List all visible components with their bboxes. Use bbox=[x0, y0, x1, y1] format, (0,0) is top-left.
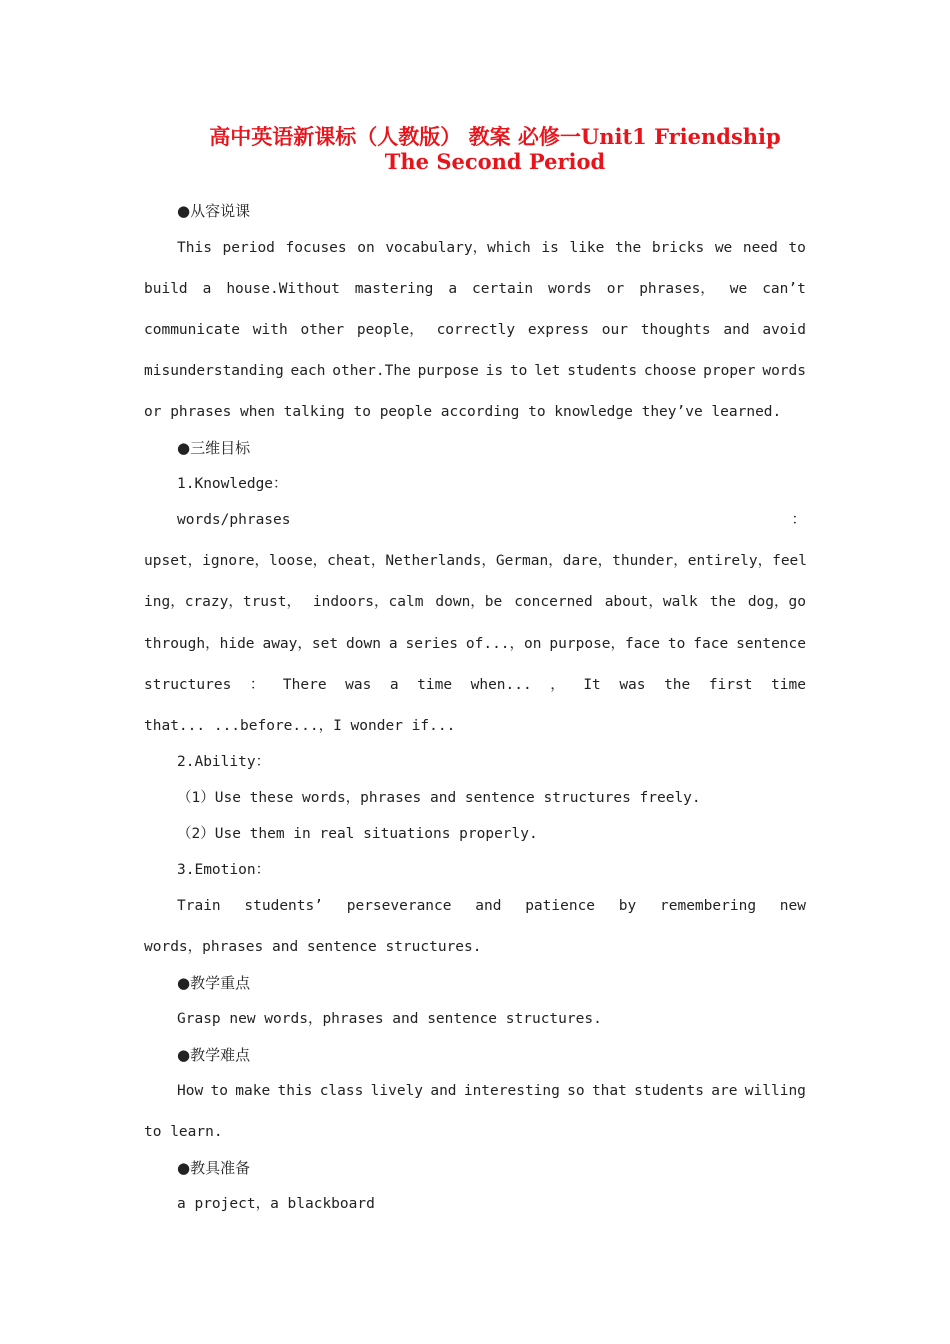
word: How bbox=[177, 1083, 204, 1099]
word: the bbox=[709, 594, 736, 610]
word: ， bbox=[550, 677, 565, 693]
word: correctly bbox=[436, 322, 516, 338]
word: period bbox=[222, 240, 275, 256]
word: like bbox=[569, 240, 605, 256]
word: to bbox=[210, 1083, 228, 1099]
word: first bbox=[708, 677, 753, 693]
word: can’t bbox=[762, 281, 806, 297]
word: new bbox=[779, 898, 806, 914]
word: need bbox=[742, 240, 778, 256]
word: are bbox=[711, 1083, 738, 1099]
wp-label: words/phrases bbox=[177, 512, 291, 528]
word: face bbox=[693, 636, 729, 652]
word: lively bbox=[370, 1083, 424, 1099]
word: on bbox=[357, 240, 375, 256]
word: dog，go bbox=[747, 594, 806, 610]
word: words bbox=[762, 363, 806, 379]
word: proper bbox=[703, 363, 756, 379]
word: build bbox=[144, 281, 188, 297]
word: to bbox=[509, 363, 528, 379]
word: indoors，calm bbox=[312, 594, 424, 610]
word: make bbox=[235, 1083, 271, 1099]
word: so bbox=[567, 1083, 585, 1099]
word: vocabulary，which bbox=[385, 240, 531, 256]
word: down，be bbox=[435, 594, 503, 610]
word: is bbox=[485, 363, 504, 379]
word: down bbox=[346, 636, 381, 652]
word: time bbox=[417, 677, 453, 693]
emotion-label: 3.Emotion： bbox=[177, 862, 271, 878]
word: upset，ignore，loose，cheat，Netherlands，German，dare，thunder，entirely，feel bbox=[144, 553, 808, 569]
word: purpose bbox=[417, 363, 479, 379]
word: Train bbox=[177, 898, 221, 914]
word: purpose，face bbox=[549, 636, 660, 652]
word: people， bbox=[356, 322, 424, 338]
word: interesting bbox=[463, 1083, 560, 1099]
ability-label: 2.Ability： bbox=[177, 754, 271, 770]
word: the bbox=[664, 677, 691, 693]
word: remembering bbox=[660, 898, 757, 914]
word: other.The bbox=[332, 363, 411, 379]
word: by bbox=[618, 898, 637, 914]
word: avoid bbox=[762, 322, 806, 338]
word: misunderstanding bbox=[144, 363, 284, 379]
word: or bbox=[606, 281, 625, 297]
word: when... bbox=[470, 677, 532, 693]
word: and bbox=[723, 322, 750, 338]
word: focuses bbox=[285, 240, 347, 256]
para-line bbox=[144, 278, 806, 300]
word: a bbox=[389, 677, 399, 693]
word: sentence bbox=[736, 636, 806, 652]
word: each bbox=[290, 363, 326, 379]
word: is bbox=[541, 240, 559, 256]
word: through，hide bbox=[144, 636, 255, 652]
word: It bbox=[583, 677, 601, 693]
difficult-line bbox=[177, 1080, 806, 1102]
word: bricks bbox=[651, 240, 705, 256]
word: let bbox=[534, 363, 561, 379]
word: students bbox=[634, 1083, 704, 1099]
word: this bbox=[277, 1083, 313, 1099]
word: There bbox=[282, 677, 327, 693]
heading-difficult-points: ●教学难点 bbox=[177, 1046, 251, 1064]
para-line: or phrases when talking to people according to knowledge they’ve learned. bbox=[144, 404, 782, 420]
wp-line bbox=[144, 591, 806, 613]
word: of...，on bbox=[465, 636, 542, 652]
word: to bbox=[667, 636, 686, 652]
word: the bbox=[615, 240, 642, 256]
word: ： bbox=[249, 677, 265, 693]
emotion-line: words，phrases and sentence structures. bbox=[144, 939, 482, 955]
knowledge-label: 1.Knowledge： bbox=[177, 476, 288, 492]
word: communicate bbox=[144, 322, 241, 338]
word: students bbox=[567, 363, 638, 379]
word: phrases， bbox=[639, 281, 715, 297]
word: about，walk bbox=[604, 594, 698, 610]
word: we bbox=[714, 240, 733, 256]
word: with bbox=[252, 322, 288, 338]
word: words bbox=[548, 281, 592, 297]
key-points-text: Grasp new words，phrases and sentence structures. bbox=[177, 1011, 602, 1027]
word: was bbox=[345, 677, 372, 693]
word: our bbox=[601, 322, 628, 338]
word: other bbox=[300, 322, 345, 338]
para-line bbox=[177, 237, 806, 259]
word: class bbox=[319, 1083, 364, 1099]
wp-line bbox=[144, 550, 806, 572]
heading-goals: ●三维目标 bbox=[177, 439, 251, 457]
word: willing bbox=[744, 1083, 806, 1099]
word: that bbox=[591, 1083, 627, 1099]
word: structures bbox=[144, 677, 232, 693]
heading-leisurely: ●从容说课 bbox=[177, 202, 251, 220]
document-subtitle: The Second Period bbox=[384, 149, 606, 174]
ability-item: （1）Use these words，phrases and sentence structures freely. bbox=[177, 790, 701, 806]
word: a bbox=[202, 281, 212, 297]
word: we bbox=[729, 281, 748, 297]
word: certain bbox=[472, 281, 534, 297]
document-title: 高中英语新课标（人教版） 教案 必修一Unit1 Friendship bbox=[209, 124, 781, 149]
word: express bbox=[527, 322, 590, 338]
wp-colon: ： bbox=[791, 512, 806, 528]
wp-line bbox=[144, 674, 806, 696]
word: choose bbox=[643, 363, 697, 379]
word: concerned bbox=[514, 594, 593, 610]
word: a bbox=[388, 636, 398, 652]
word: and bbox=[430, 1083, 457, 1099]
word: to bbox=[788, 240, 806, 256]
word: and bbox=[475, 898, 502, 914]
word: mastering bbox=[354, 281, 434, 297]
word: ing，crazy，trust， bbox=[144, 594, 301, 610]
word: time bbox=[771, 677, 806, 693]
teaching-aids-text: a project，a blackboard bbox=[177, 1196, 375, 1212]
wp-line bbox=[144, 633, 806, 655]
word: a bbox=[448, 281, 458, 297]
word: thoughts bbox=[640, 322, 711, 338]
words-phrases-label bbox=[177, 509, 806, 531]
word: was bbox=[619, 677, 646, 693]
word: away，set bbox=[262, 636, 339, 652]
word: students’ bbox=[244, 898, 323, 914]
word: house.Without bbox=[226, 281, 340, 297]
emotion-line bbox=[177, 895, 806, 917]
para-line bbox=[144, 319, 806, 341]
heading-teaching-aids: ●教具准备 bbox=[177, 1159, 251, 1177]
word: perseverance bbox=[346, 898, 452, 914]
ability-item: （2）Use them in real situations properly. bbox=[177, 826, 538, 842]
para-line bbox=[144, 360, 806, 382]
word: This bbox=[177, 240, 212, 256]
word: patience bbox=[525, 898, 596, 914]
wp-line: that... ...before...，I wonder if... bbox=[144, 718, 456, 734]
word: series bbox=[405, 636, 458, 652]
heading-key-points: ●教学重点 bbox=[177, 974, 251, 992]
difficult-line: to learn. bbox=[144, 1124, 223, 1140]
